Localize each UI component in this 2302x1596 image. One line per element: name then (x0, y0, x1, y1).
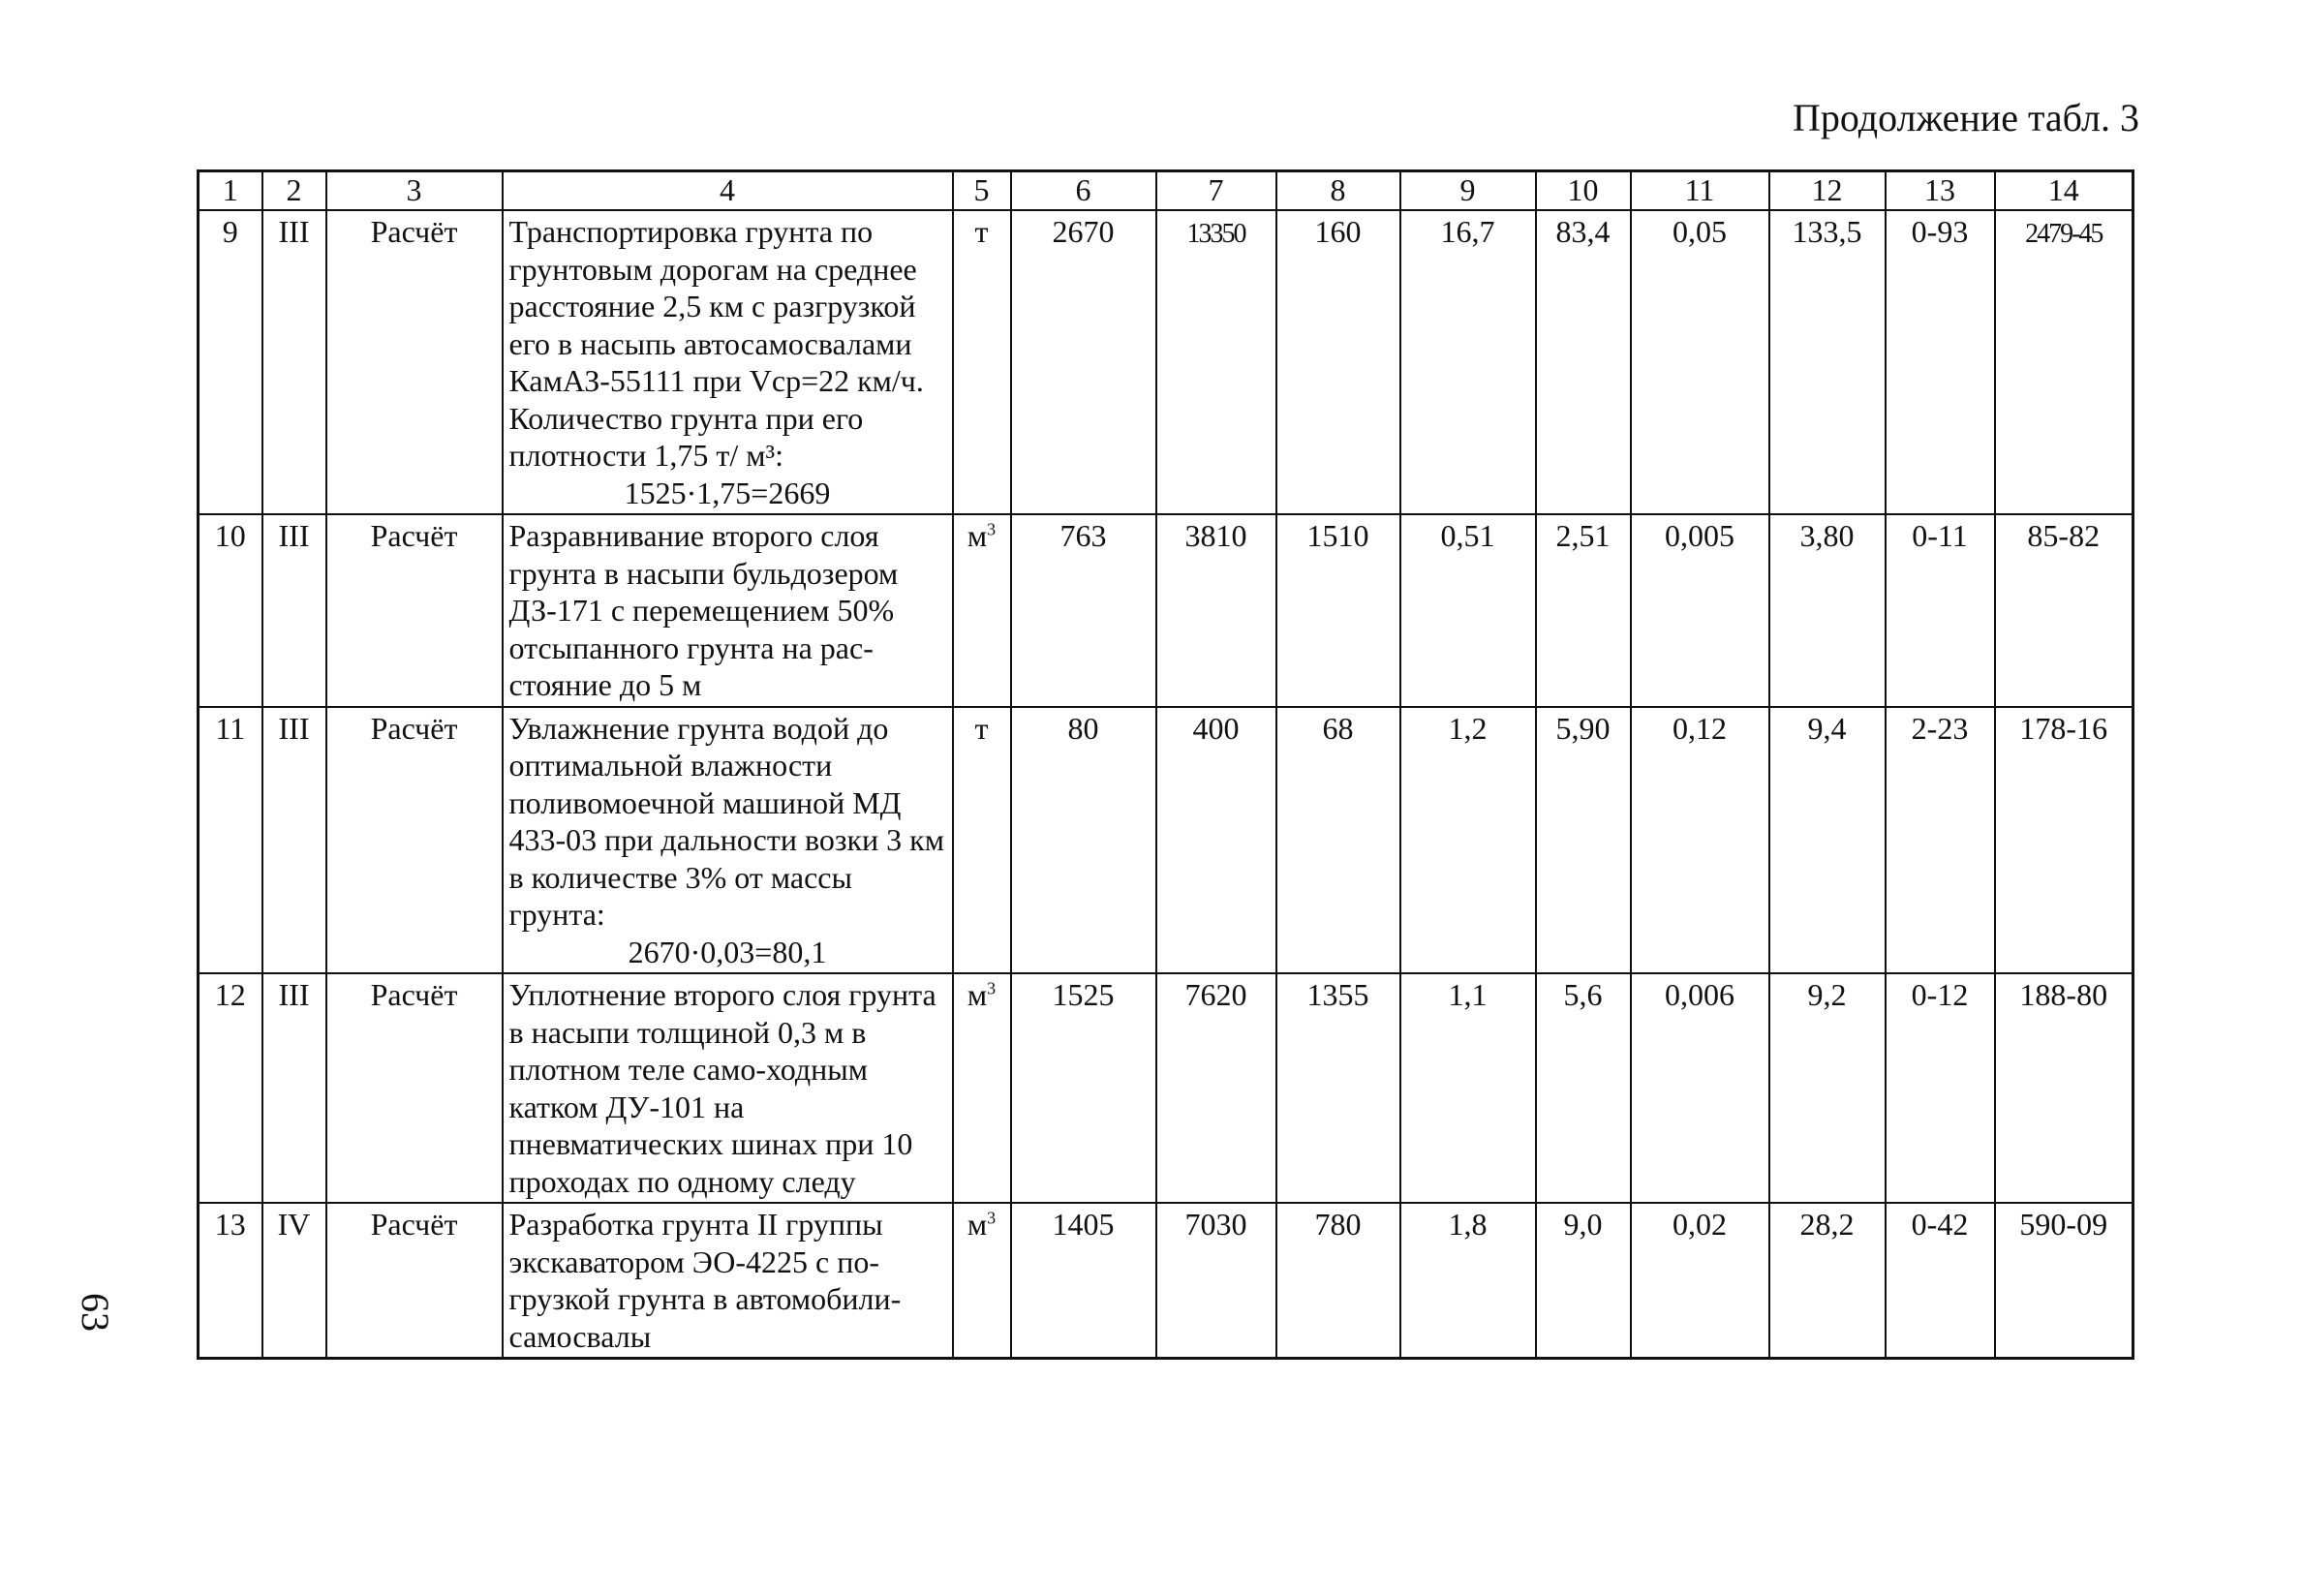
column-number: 7 (1156, 171, 1276, 211)
description-formula: 1525·1,75=2669 (624, 475, 831, 510)
table-row (199, 707, 2133, 974)
column-number: 10 (1536, 171, 1631, 211)
cell-col11: 0,005 (1631, 514, 1769, 707)
row-basis: Расчёт (326, 210, 503, 514)
cell-col11: 0,02 (1631, 1203, 1769, 1359)
table-caption: Продолжение табл. 3 (1793, 96, 2139, 139)
cell-col6: 80 (1011, 707, 1156, 974)
work-table-container (197, 169, 2132, 1360)
cell-col14-value: 2479-45 (2025, 219, 2102, 249)
row-group: III (262, 210, 326, 514)
row-group: III (262, 707, 326, 974)
cell-col14: 590-09 (1995, 1203, 2133, 1359)
cell-col7: 7030 (1156, 1203, 1276, 1359)
cell-col11: 0,006 (1631, 973, 1769, 1203)
cell-col8: 780 (1276, 1203, 1400, 1359)
cell-col9: 16,7 (1400, 210, 1536, 514)
row-description (503, 1203, 953, 1359)
cell-col9: 1,2 (1400, 707, 1536, 974)
unit-text: м (967, 977, 988, 1012)
description-text: Увлажнение грунта водой до оптимальной влажности поливомоечной машиной МД 433-03 при дальности возки 3 км в количестве 3% от массы грунта: (508, 710, 944, 932)
row-basis: Расчёт (326, 707, 503, 974)
cell-col12: 9,4 (1769, 707, 1886, 974)
row-unit (953, 514, 1011, 707)
cell-col12: 133,5 (1769, 210, 1886, 514)
cell-col13: 0-12 (1886, 973, 1995, 1203)
table-row (199, 210, 2133, 514)
table-row (199, 514, 2133, 707)
description-text: Транспортировка грунта по грунтовым дорогам на среднее расстояние 2,5 км с разгрузкой его в насыпь автосамосвалами КамАЗ-55111 при Vср=22 км/ч. Количество грунта при его плотности 1,75 т/ м³: (508, 214, 924, 473)
row-group: IV (262, 1203, 326, 1359)
unit-text: т (974, 710, 989, 746)
cell-col10: 5,6 (1536, 973, 1631, 1203)
cell-col7: 3810 (1156, 514, 1276, 707)
cell-col11: 0,05 (1631, 210, 1769, 514)
cell-col9: 1,1 (1400, 973, 1536, 1203)
unit-text: м (967, 518, 988, 553)
row-number: 13 (199, 1203, 262, 1359)
column-number: 4 (503, 171, 953, 211)
row-unit (953, 1203, 1011, 1359)
row-group: III (262, 973, 326, 1203)
cell-col10: 2,51 (1536, 514, 1631, 707)
cell-col14: 85-82 (1995, 514, 2133, 707)
cell-col7: 7620 (1156, 973, 1276, 1203)
column-number-row (199, 171, 2133, 211)
column-number: 6 (1011, 171, 1156, 211)
column-number: 11 (1631, 171, 1769, 211)
row-group: III (262, 514, 326, 707)
cell-col14: 178-16 (1995, 707, 2133, 974)
cell-col12: 3,80 (1769, 514, 1886, 707)
row-description (503, 514, 953, 707)
column-number: 14 (1995, 171, 2133, 211)
cell-col14: 188-80 (1995, 973, 2133, 1203)
cell-col6: 763 (1011, 514, 1156, 707)
description-formula: 2670·0,03=80,1 (628, 934, 827, 969)
page-number: 63 (74, 1293, 117, 1332)
cell-col12: 9,2 (1769, 973, 1886, 1203)
cell-col9: 0,51 (1400, 514, 1536, 707)
cell-col13: 0-93 (1886, 210, 1995, 514)
column-number: 12 (1769, 171, 1886, 211)
unit-superscript: 3 (987, 1208, 997, 1228)
column-number: 3 (326, 171, 503, 211)
row-description (503, 973, 953, 1203)
row-basis: Расчёт (326, 514, 503, 707)
cell-col8: 1510 (1276, 514, 1400, 707)
column-number: 9 (1400, 171, 1536, 211)
cell-col11: 0,12 (1631, 707, 1769, 974)
unit-text: м (967, 1207, 988, 1242)
cell-col9: 1,8 (1400, 1203, 1536, 1359)
cell-col13: 0-11 (1886, 514, 1995, 707)
row-description (503, 707, 953, 974)
row-number: 11 (199, 707, 262, 974)
table-row (199, 973, 2133, 1203)
cell-col7: 400 (1156, 707, 1276, 974)
cell-col13: 2-23 (1886, 707, 1995, 974)
cell-col7 (1156, 210, 1276, 514)
unit-text: т (974, 214, 989, 249)
row-number: 12 (199, 973, 262, 1203)
unit-superscript: 3 (987, 519, 997, 539)
cell-col10: 9,0 (1536, 1203, 1631, 1359)
column-number: 2 (262, 171, 326, 211)
cell-col10: 5,90 (1536, 707, 1631, 974)
cell-col13: 0-42 (1886, 1203, 1995, 1359)
column-number: 13 (1886, 171, 1995, 211)
column-number: 8 (1276, 171, 1400, 211)
row-description (503, 210, 953, 514)
cell-col8: 68 (1276, 707, 1400, 974)
description-text: Разравнивание второго слоя грунта в насыпи бульдозером ДЗ-171 с перемещением 50% отсыпанного грунта на рас-стояние до 5 м (508, 518, 899, 702)
row-unit (953, 973, 1011, 1203)
description-text: Разработка грунта II группы экскаватором ЭО-4225 с по-грузкой грунта в автомобили-самосвалы (508, 1207, 902, 1354)
row-number: 10 (199, 514, 262, 707)
cell-col8: 160 (1276, 210, 1400, 514)
row-unit (953, 707, 1011, 974)
column-number: 1 (199, 171, 262, 211)
row-unit (953, 210, 1011, 514)
cell-col6: 2670 (1011, 210, 1156, 514)
cell-col6: 1405 (1011, 1203, 1156, 1359)
cell-col10: 83,4 (1536, 210, 1631, 514)
row-basis: Расчёт (326, 973, 503, 1203)
cell-col14 (1995, 210, 2133, 514)
unit-superscript: 3 (987, 978, 997, 998)
work-table (197, 169, 2134, 1360)
cell-col7-value: 13350 (1186, 219, 1245, 249)
table-row (199, 1203, 2133, 1359)
cell-col12: 28,2 (1769, 1203, 1886, 1359)
description-text: Уплотнение второго слоя грунта в насыпи толщиной 0,3 м в плотном теле само-ходным катком ДУ-101 на пневматических шинах при 10 проходах по одному следу (508, 977, 936, 1199)
column-number: 5 (953, 171, 1011, 211)
cell-col6: 1525 (1011, 973, 1156, 1203)
row-number: 9 (199, 210, 262, 514)
cell-col8: 1355 (1276, 973, 1400, 1203)
row-basis: Расчёт (326, 1203, 503, 1359)
